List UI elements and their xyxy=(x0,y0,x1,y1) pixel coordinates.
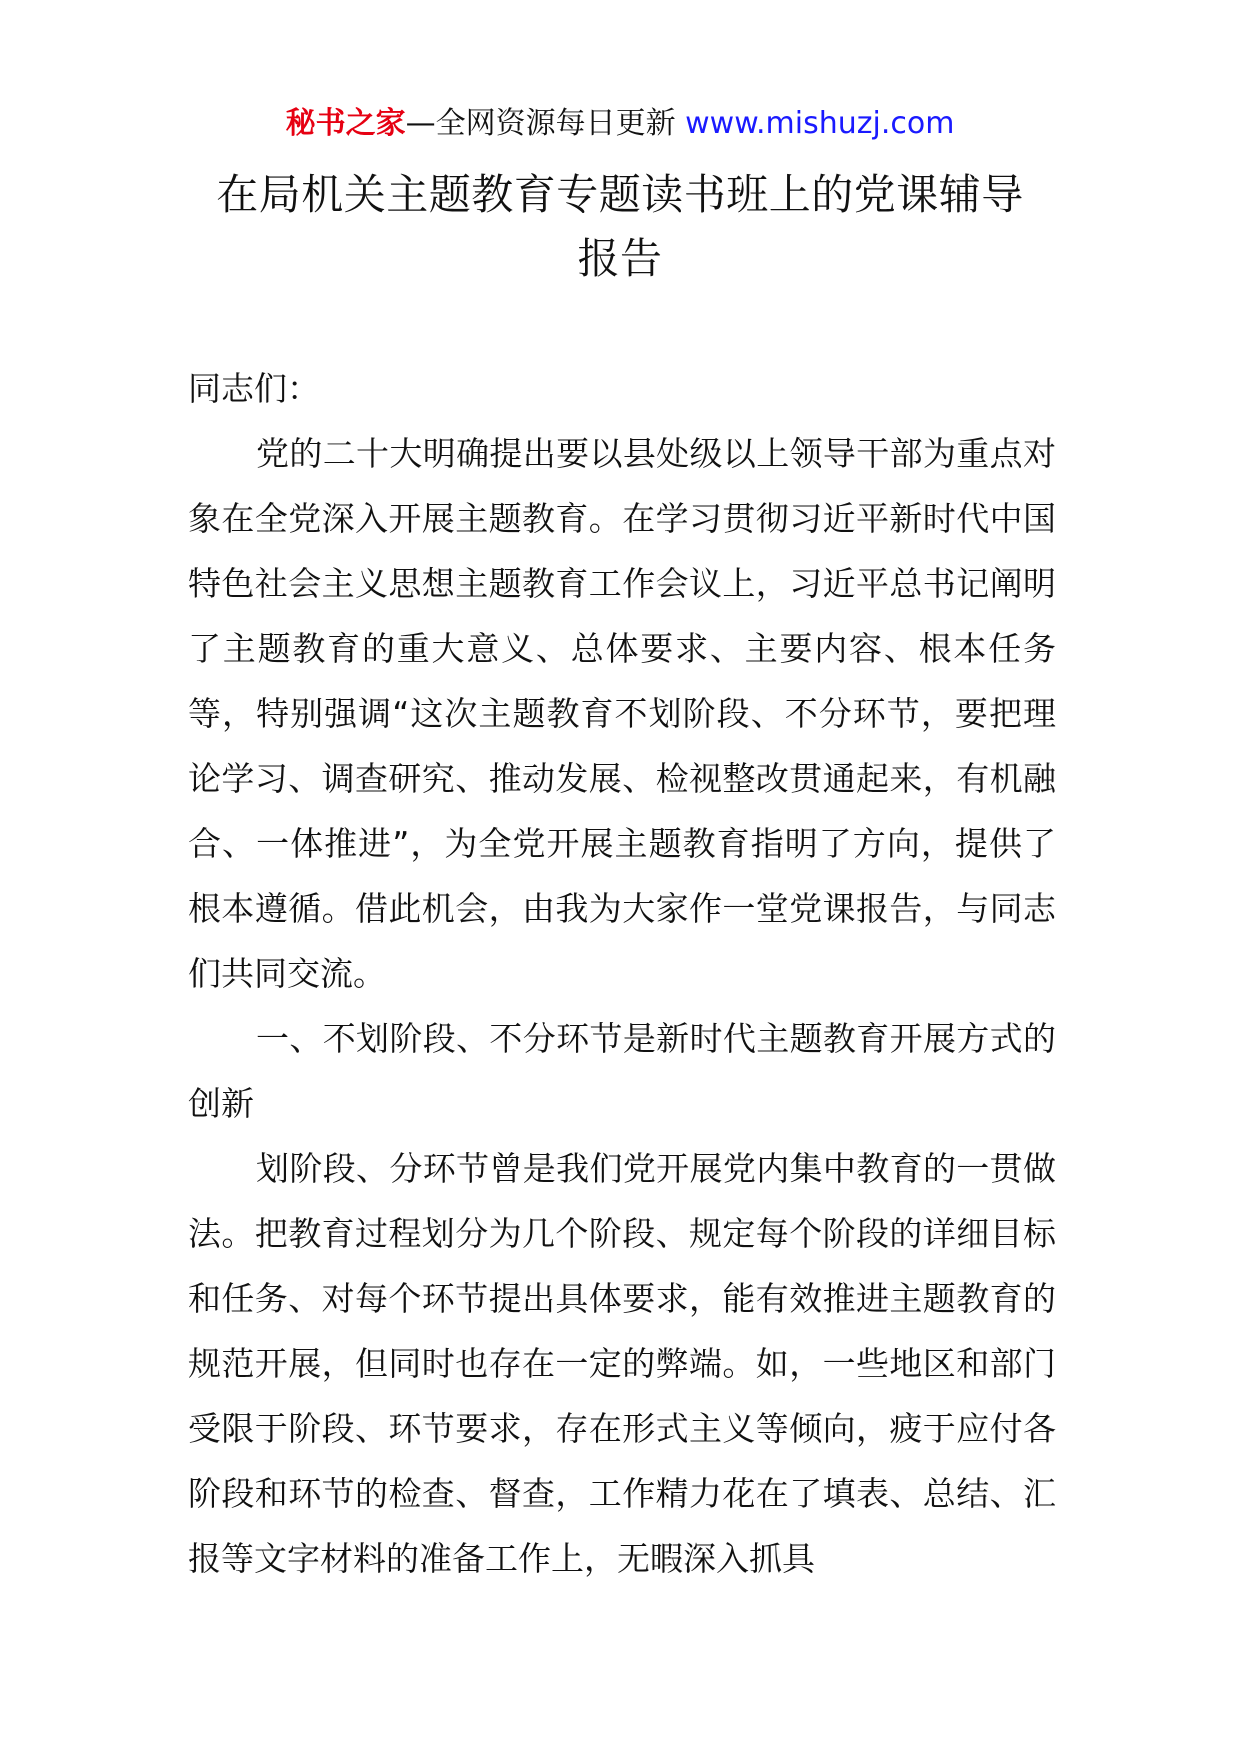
salutation: 同志们： xyxy=(188,369,320,408)
paragraph-intro: 党的二十大明确提出要以县处级以上领导干部为重点对象在全党深入开展主题教育。在学习贯彻习近平新时代中国特色社会主义思想主题教育工作会议上，习近平总书记阐明了主题教育的重大意义、总体要求、主要内容、根本任务等，特别强调“这次主题教育不划阶段、不分环节，要把理论学习、调查研究、推动发展、检视整改贯通起来，有机融合、一体推进”，为全党开展主题教育指明了方向，提供了根本遵循。借此机会，由我为大家作一堂党课报告，与同志们共同交流。 xyxy=(188,434,1056,993)
paragraph-section-1: 划阶段、分环节曾是我们党开展党内集中教育的一贯做法。把教育过程划分为几个阶段、规定每个阶段的详细目标和任务、对每个环节提出具体要求，能有效推进主题教育的规范开展，但同时也存在一定的弊端。如，一些地区和部门受限于阶段、环节要求，存在形式主义等倾向，疲于应付各阶段和环节的检查、督查，工作精力花在了填表、总结、汇报等文字材料的准备工作上，无暇深入抓具 xyxy=(188,1149,1056,1578)
section-heading-1: 一、不划阶段、不分环节是新时代主题教育开展方式的创新 xyxy=(188,1019,1056,1123)
site-header xyxy=(0,104,1240,144)
document-title: 在局机关主题教育专题读书班上的党课辅导报告 xyxy=(216,170,1024,283)
brand-url-link[interactable]: www.mishuzj.com xyxy=(685,106,955,141)
brand-name: 秘书之家 xyxy=(285,106,406,141)
brand-tagline: —全网资源每日更新 xyxy=(405,106,676,141)
document-body xyxy=(188,356,1056,1591)
